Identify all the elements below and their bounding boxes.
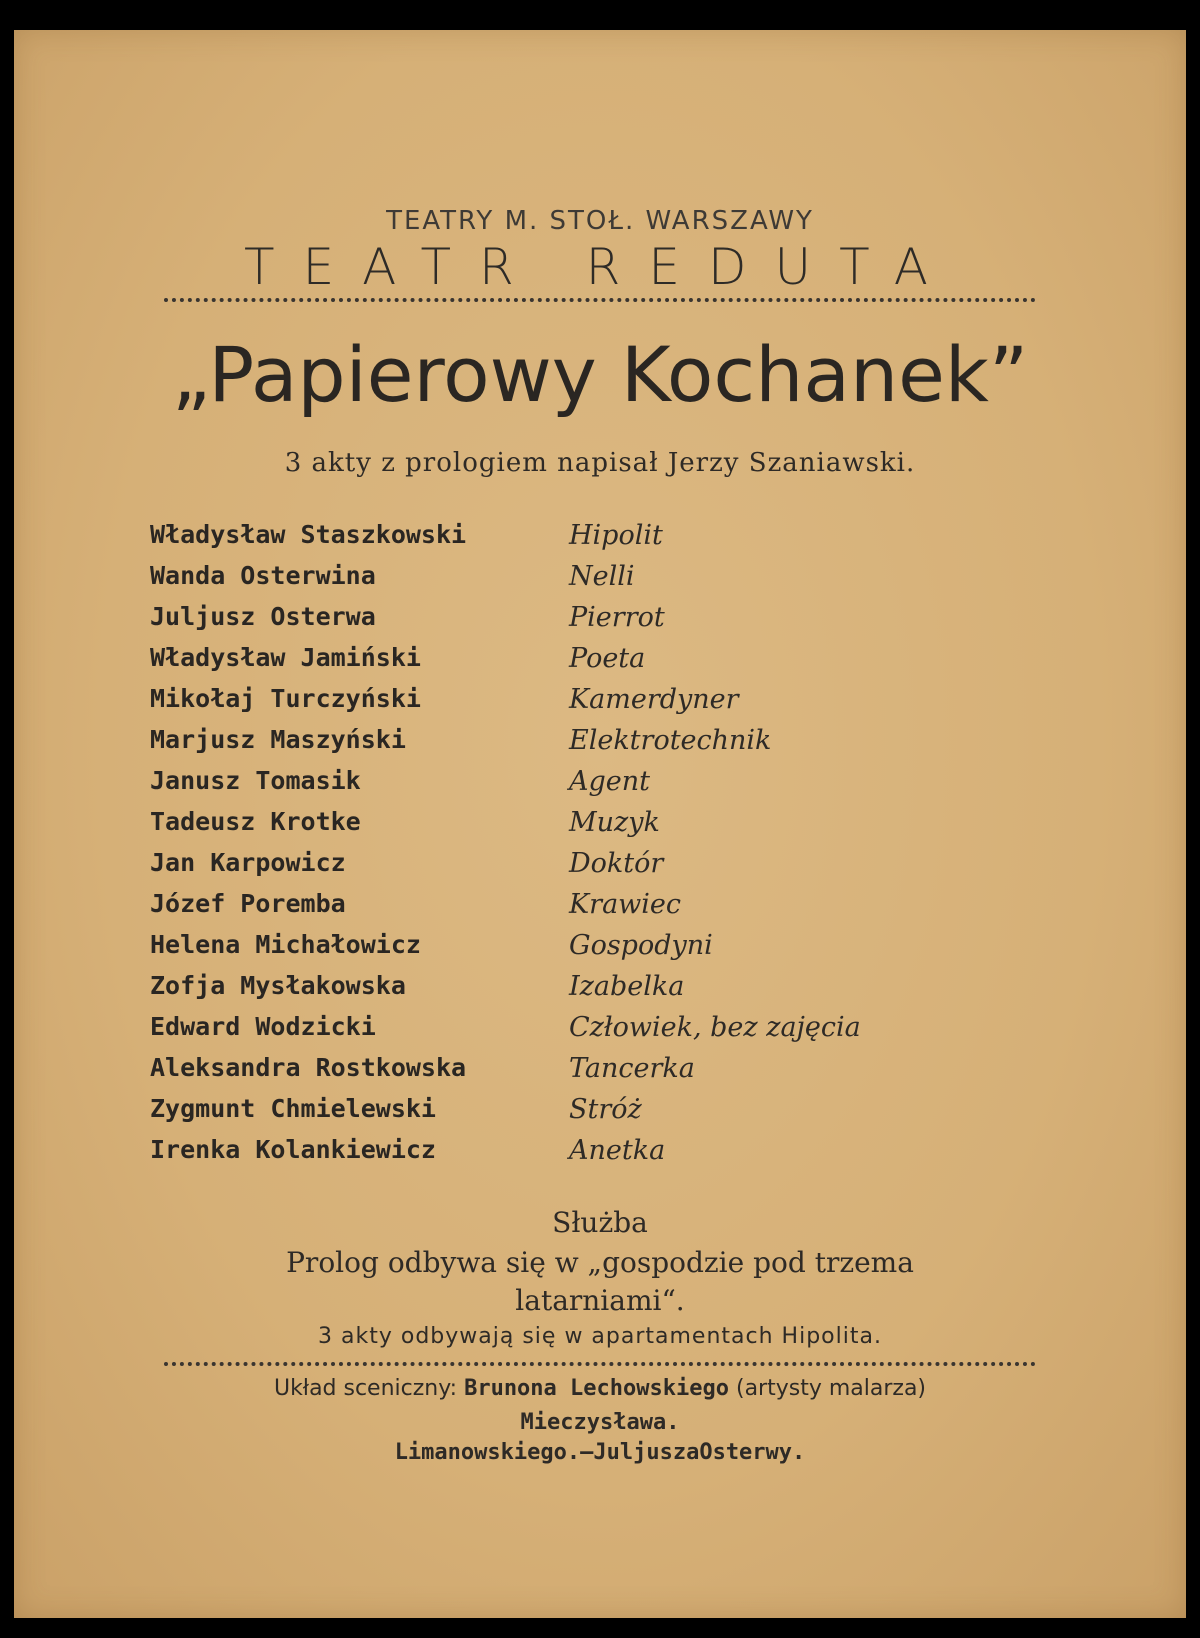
cast-row — [14, 725, 1186, 765]
actor-name: Helena Michałowicz — [150, 930, 421, 959]
bottom-divider — [164, 1362, 1036, 1366]
staging-credit-line3: Limanowskiego.—JuljuszaOsterwy. — [394, 1440, 806, 1465]
prologue-note-line1: Prolog odbywa się w „gospodzie pod trzema — [286, 1246, 914, 1279]
role-name: Muzyk — [569, 807, 660, 838]
cast-row — [14, 889, 1186, 929]
role-name: Poeta — [569, 643, 646, 674]
cast-row — [14, 971, 1186, 1011]
actor-name: Mikołaj Turczyński — [150, 684, 421, 713]
actor-name: Irenka Kolankiewicz — [150, 1135, 436, 1164]
role-name: Tancerka — [569, 1053, 695, 1084]
actor-name: Zofja Mysłakowska — [150, 971, 406, 1000]
staging-designer-note: (artysty malarza) — [735, 1376, 927, 1401]
top-divider — [164, 298, 1036, 302]
actor-name: Janusz Tomasik — [150, 766, 361, 795]
playbill-sheet — [14, 30, 1186, 1618]
cast-row — [14, 1053, 1186, 1093]
service-note: Służba — [552, 1206, 648, 1239]
role-name: Kamerdyner — [569, 684, 739, 715]
role-name: Hipolit — [569, 520, 663, 551]
staging-credit-line1 — [14, 1376, 1186, 1401]
actor-name: Jan Karpowicz — [150, 848, 346, 877]
cast-row — [14, 684, 1186, 724]
role-name: Doktór — [569, 848, 664, 879]
actor-name: Józef Poremba — [150, 889, 346, 918]
prologue-note-line2: latarniami“. — [515, 1284, 685, 1317]
role-name: Nelli — [569, 561, 635, 592]
actor-name: Aleksandra Rostkowska — [150, 1053, 467, 1082]
role-name: Człowiek, bez zajęcia — [569, 1012, 861, 1043]
staging-label: Układ sceniczny: — [273, 1376, 458, 1401]
actor-name: Władysław Jamiński — [150, 643, 421, 672]
theatre-owner-line: TEATRY M. STOŁ. WARSZAWY — [386, 206, 814, 236]
cast-row — [14, 807, 1186, 847]
actor-name: Juljusz Osterwa — [150, 602, 376, 631]
cast-row — [14, 848, 1186, 888]
role-name: Krawiec — [569, 889, 682, 920]
actor-name: Marjusz Maszyński — [150, 725, 406, 754]
cast-row — [14, 1094, 1186, 1134]
actor-name: Tadeusz Krotke — [150, 807, 361, 836]
role-name: Stróż — [569, 1094, 642, 1125]
actor-name: Zygmunt Chmielewski — [150, 1094, 436, 1123]
cast-row — [14, 520, 1186, 560]
cast-row — [14, 561, 1186, 601]
play-title: „Papierowy Kochanek” — [171, 330, 1029, 419]
play-subtitle: 3 akty z prologiem napisał Jerzy Szaniawski. — [284, 448, 916, 478]
role-name: Elektrotechnik — [569, 725, 772, 756]
acts-note: 3 akty odbywają się w apartamentach Hipolita. — [318, 1324, 882, 1349]
staging-credit-line2: Mieczysława. — [520, 1410, 680, 1435]
cast-row — [14, 643, 1186, 683]
role-name: Anetka — [569, 1135, 666, 1166]
role-name: Izabelka — [569, 971, 685, 1002]
actor-name: Wanda Osterwina — [150, 561, 376, 590]
role-name: Pierrot — [569, 602, 665, 633]
staging-designer: Brunona Lechowskiego — [464, 1376, 729, 1401]
actor-name: Edward Wodzicki — [150, 1012, 376, 1041]
cast-row — [14, 1012, 1186, 1052]
cast-row — [14, 602, 1186, 642]
cast-row — [14, 1135, 1186, 1175]
cast-row — [14, 766, 1186, 806]
cast-row — [14, 930, 1186, 970]
role-name: Agent — [569, 766, 650, 797]
theatre-name: TEATR REDUTA — [244, 238, 956, 296]
actor-name: Władysław Staszkowski — [150, 520, 467, 549]
role-name: Gospodyni — [569, 930, 713, 961]
